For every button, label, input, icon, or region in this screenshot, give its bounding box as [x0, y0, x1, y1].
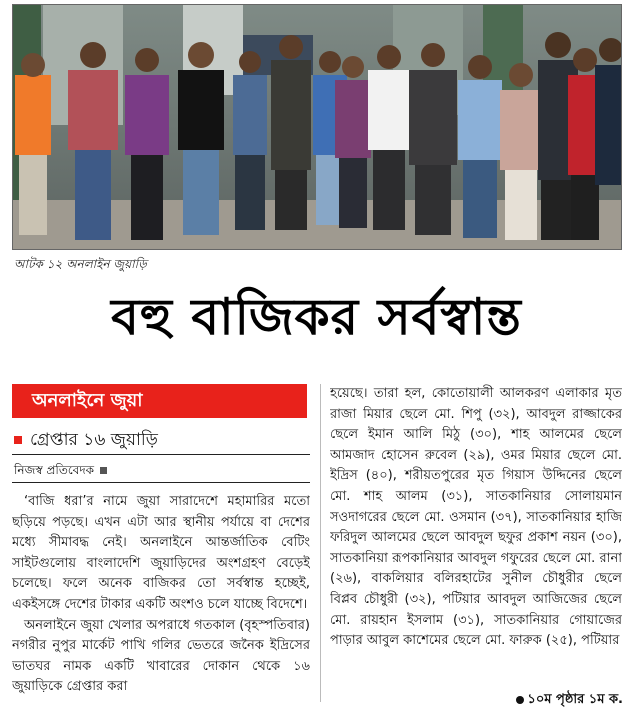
- subheadline-text: গ্রেপ্তার ১৬ জুয়াড়ি: [30, 430, 158, 450]
- column-divider: [320, 384, 321, 702]
- byline: [14, 462, 107, 482]
- article-column-1: [12, 492, 310, 710]
- paragraph: অনলাইনে জুয়া খেলার অপরাধে গতকাল (বৃহস্পতিবার) নগরীর নুপুর মার্কেট পাখি গলির ভেতরে জনৈক ইদ্রিসের ভাতঘর নামক একটি খাবারের দোকান থেকে ১৬ জুয়াড়িকে গ্রেপ্তার করা: [12, 617, 310, 695]
- news-photo: [12, 4, 622, 250]
- continued-text: ১০ম পৃষ্ঠার ১ম ক.: [527, 692, 623, 707]
- continued-reference: [516, 690, 623, 711]
- byline-text: নিজস্ব প্রতিবেদক: [14, 463, 95, 477]
- paragraph: ‘বাজি ধরা’র নামে জুয়া সারাদেশে মহামারির মতো ছড়িয়ে পড়ছে। এখন এটা আর স্থানীয় পর্যায়ে বা দেশের মধ্যে সীমাবদ্ধ নেই। অনলাইনে আন্তর্জাতিক বেটিং সাইটগুলোয় বাংলাদেশি জুয়াড়িদের অংশগ্রহণ বেড়েই চলেছে। ফলে অনেক বাজিকর তো সর্বস্বান্ত হচ্ছেই, একইসঙ্গে দেশের টাকার একটি অংশও চলে যাচ্ছে বিদেশে।: [12, 494, 310, 612]
- square-bullet-icon: [100, 467, 107, 474]
- red-square-bullet-icon: [14, 436, 22, 444]
- subheadline: [14, 427, 158, 455]
- divider: [12, 454, 310, 455]
- photo-caption: আটক ১২ অনলাইন জুয়াড়ি: [14, 257, 147, 271]
- paragraph: হয়েছে। তারা হল, কোতোয়ালী আলকরণ এলাকার মৃত রাজা মিয়ার ছেলে মো. শিপু (৩২), আবদুল রাজ্জাকের ছেলে ইমান আলি মিঠু (৩০), শাহ আলমের ছেলে আমজাদ হোসেন রুবেল (২৯), ওমর মিয়ার ছেলে মো. ইদ্রিস (৪০), শরীয়তপুরের মৃত গিয়াস উদ্দিনের ছেলে মো. শাহ আলম (৩১), সাতকানিয়ার সোলায়মান সওদাগরের ছেলে মো. ওসমান (৩৭), সাতকানিয়ার হাজি ফরিদুল আলমের ছেলে আবদুল ছফুর প্রকাশ নয়ন (৩০), সাতকানিয়া রূপকানিয়ার আবদুল গফুরের ছেলে মো. রানা (২৬), বাকলিয়ার বলিরহাটের সুনীল চৌধুরীর ছেলে বিপ্লব চৌধুরী (৩২), পটিয়ার আবদুল আজিজের ছেলে মো. রায়হান ইসলাম (৩১), সাতকানিয়ার গোয়াজের পাড়ার আবুল কাশেমের ছেলে মো. ফারুক (২৫), পটিয়ার: [330, 386, 622, 649]
- bullet-dot-icon: [516, 696, 524, 704]
- headline: বহু বাজিকর সর্বস্বান্ত: [111, 288, 522, 346]
- kicker-banner: অনলাইনে জুয়া: [12, 384, 307, 418]
- divider: [12, 482, 310, 483]
- article-column-2: [330, 384, 622, 692]
